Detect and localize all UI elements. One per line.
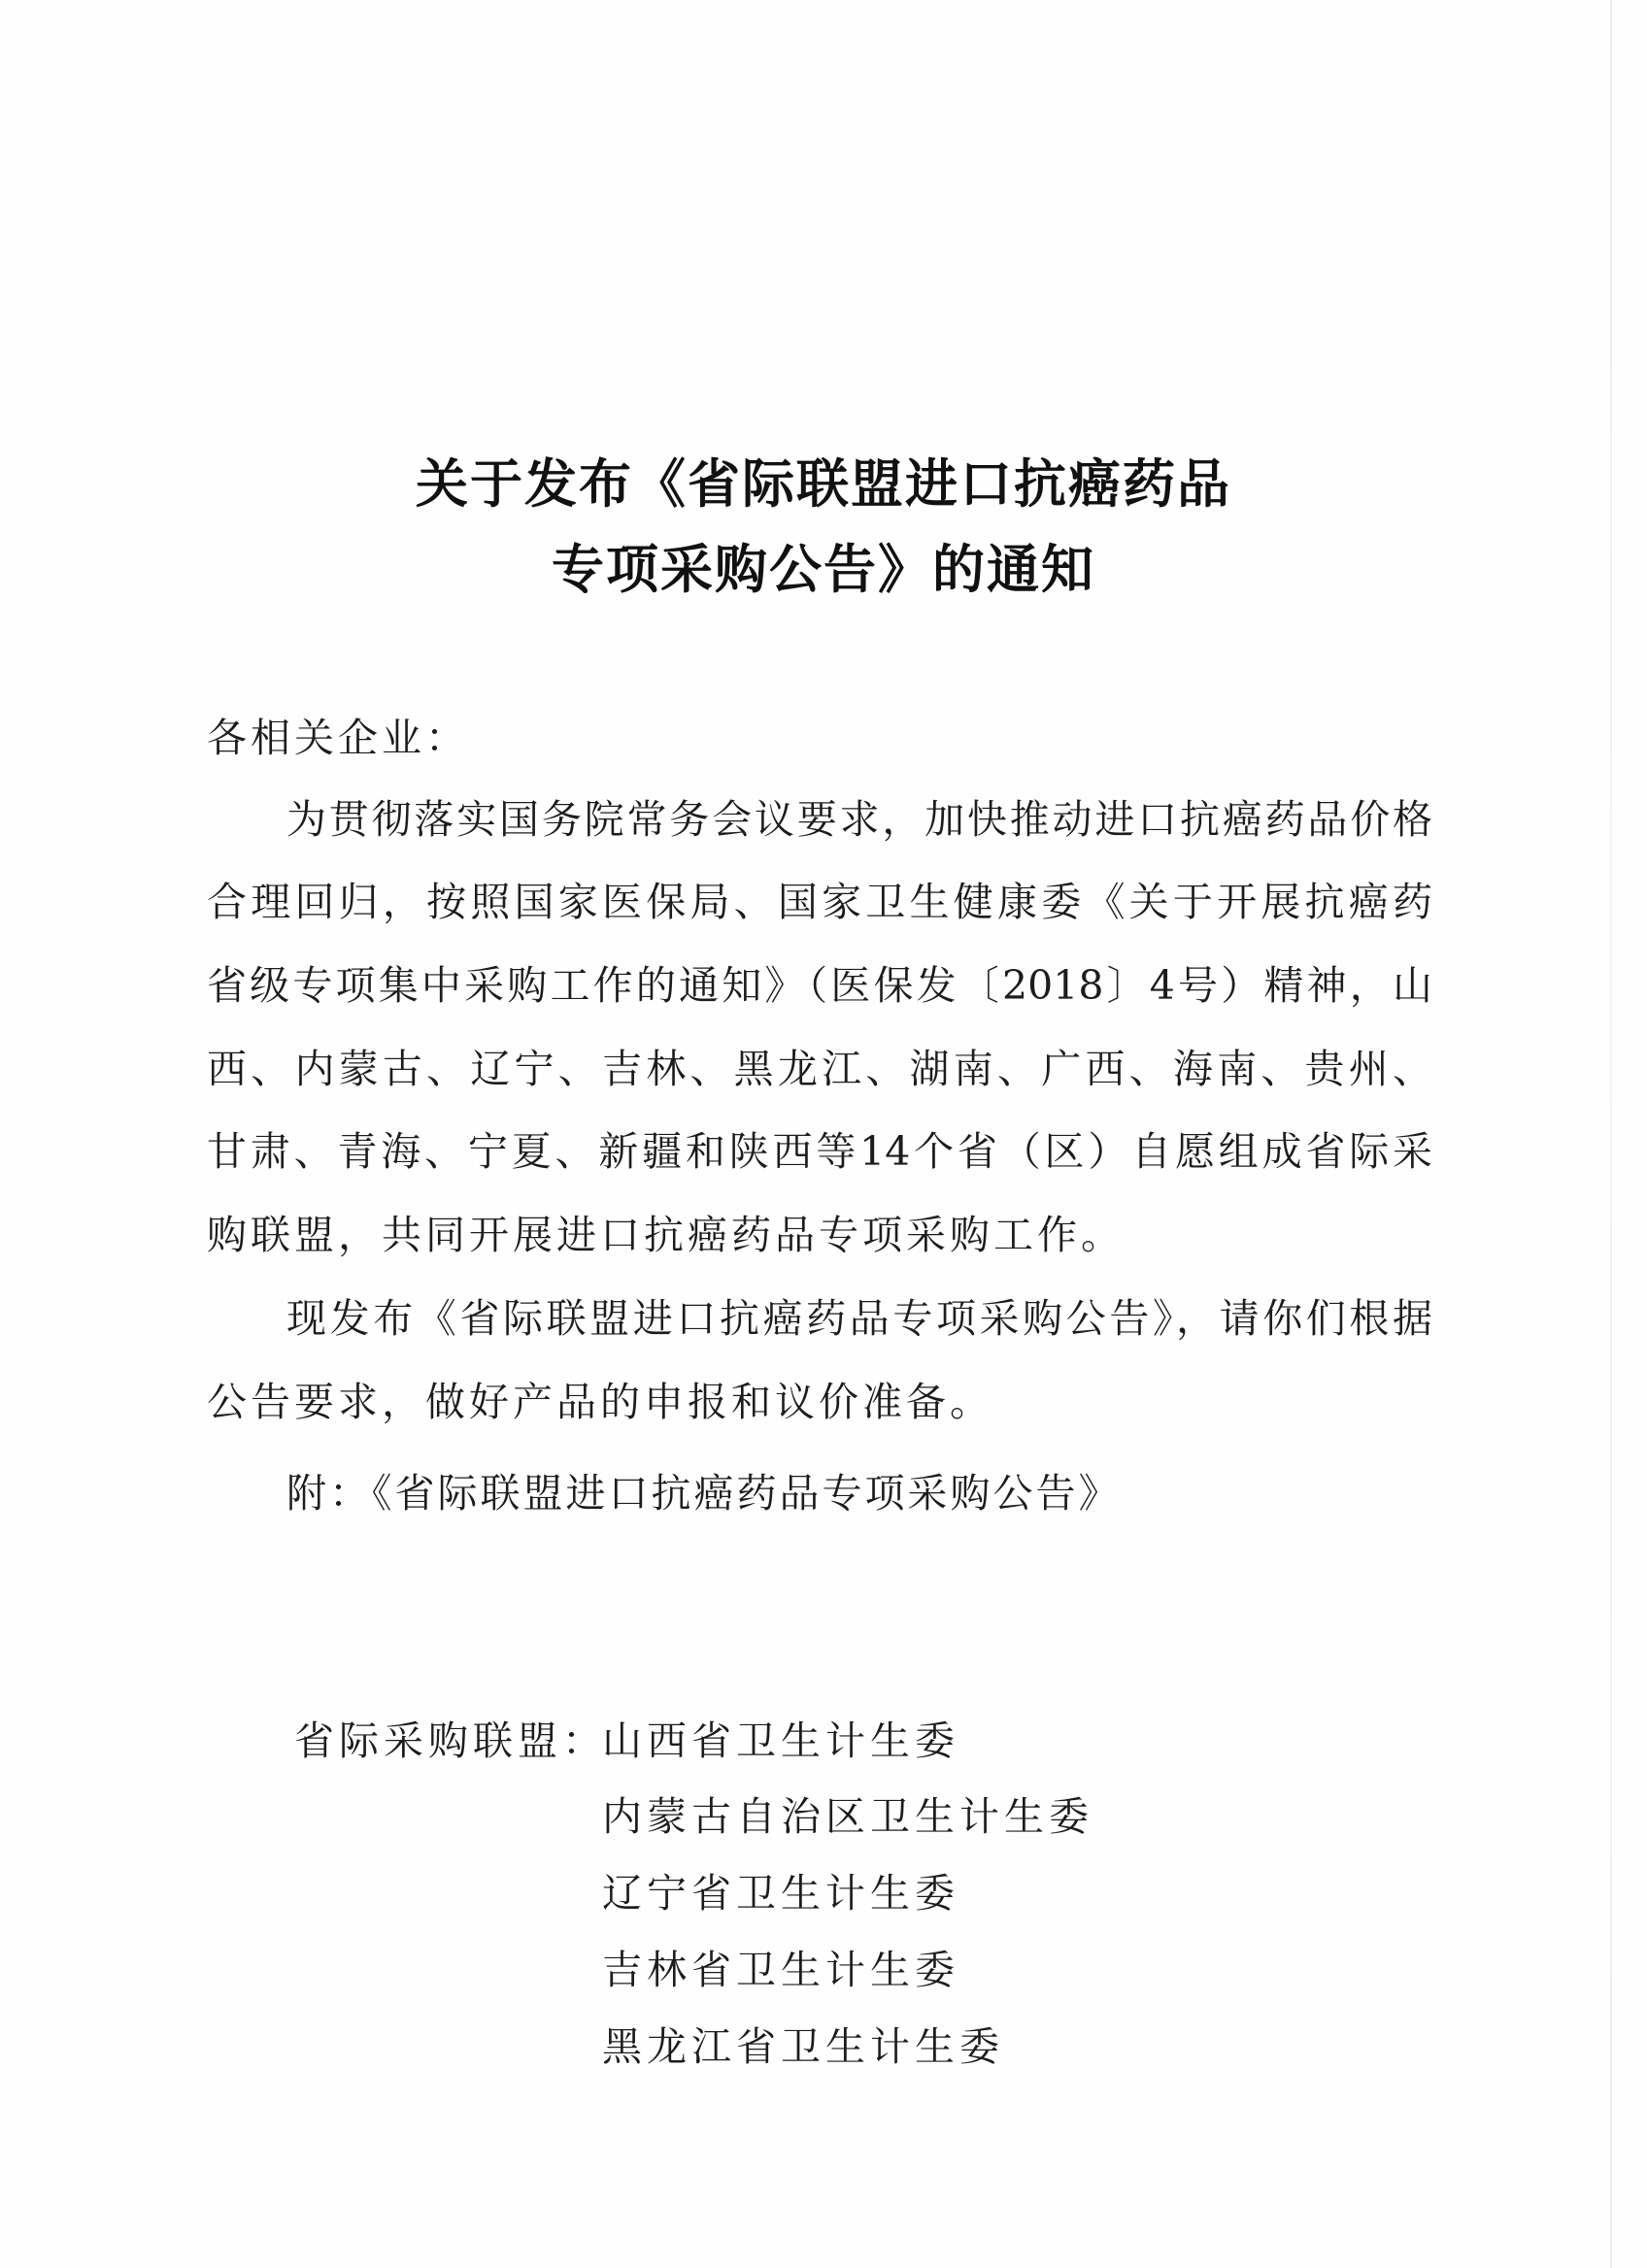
scan-edge xyxy=(1610,0,1612,2268)
paragraph-1-line-5: 甘肃、青海、宁夏、新疆和陕西等14个省（区）自愿组成省际采 xyxy=(207,1128,1432,1175)
document-title-line-1: 关于发布《省际联盟进口抗癌药品 xyxy=(416,452,1231,515)
signatory-liaoning: 辽宁省卫生计生委 xyxy=(602,1870,959,1917)
attachment-note: 附：《省际联盟进口抗癌药品专项采购公告》 xyxy=(286,1470,1122,1517)
paragraph-1-line-4: 西、内蒙古、辽宁、吉林、黑龙江、湖南、广西、海南、贵州、 xyxy=(207,1046,1432,1092)
document-title-line-2: 专项采购公告》的通知 xyxy=(552,538,1095,600)
salutation: 各相关企业： xyxy=(207,715,469,761)
signatory-inner-mongolia: 内蒙古自治区卫生计生委 xyxy=(602,1793,1093,1840)
paragraph-2-line-2: 公告要求，做好产品的申报和议价准备。 xyxy=(207,1379,993,1425)
signatory-shanxi: 山西省卫生计生委 xyxy=(602,1718,959,1764)
paragraph-1-line-1: 为贯彻落实国务院常务会议要求，加快推动进口抗癌药品价格 xyxy=(286,796,1432,843)
signature-label: 省际采购联盟： xyxy=(294,1718,607,1764)
paragraph-1-line-3: 省级专项集中采购工作的通知》（医保发〔2018〕4号）精神，山 xyxy=(207,962,1432,1009)
paragraph-1-line-6: 购联盟，共同开展进口抗癌药品专项采购工作。 xyxy=(207,1212,1125,1258)
paragraph-2-line-1: 现发布《省际联盟进口抗癌药品专项采购公告》，请你们根据 xyxy=(286,1295,1432,1342)
signatory-jilin: 吉林省卫生计生委 xyxy=(602,1947,959,1993)
signatory-heilongjiang: 黑龙江省卫生计生委 xyxy=(602,2023,1004,2070)
paragraph-1-line-2: 合理回归，按照国家医保局、国家卫生健康委《关于开展抗癌药 xyxy=(207,879,1432,925)
